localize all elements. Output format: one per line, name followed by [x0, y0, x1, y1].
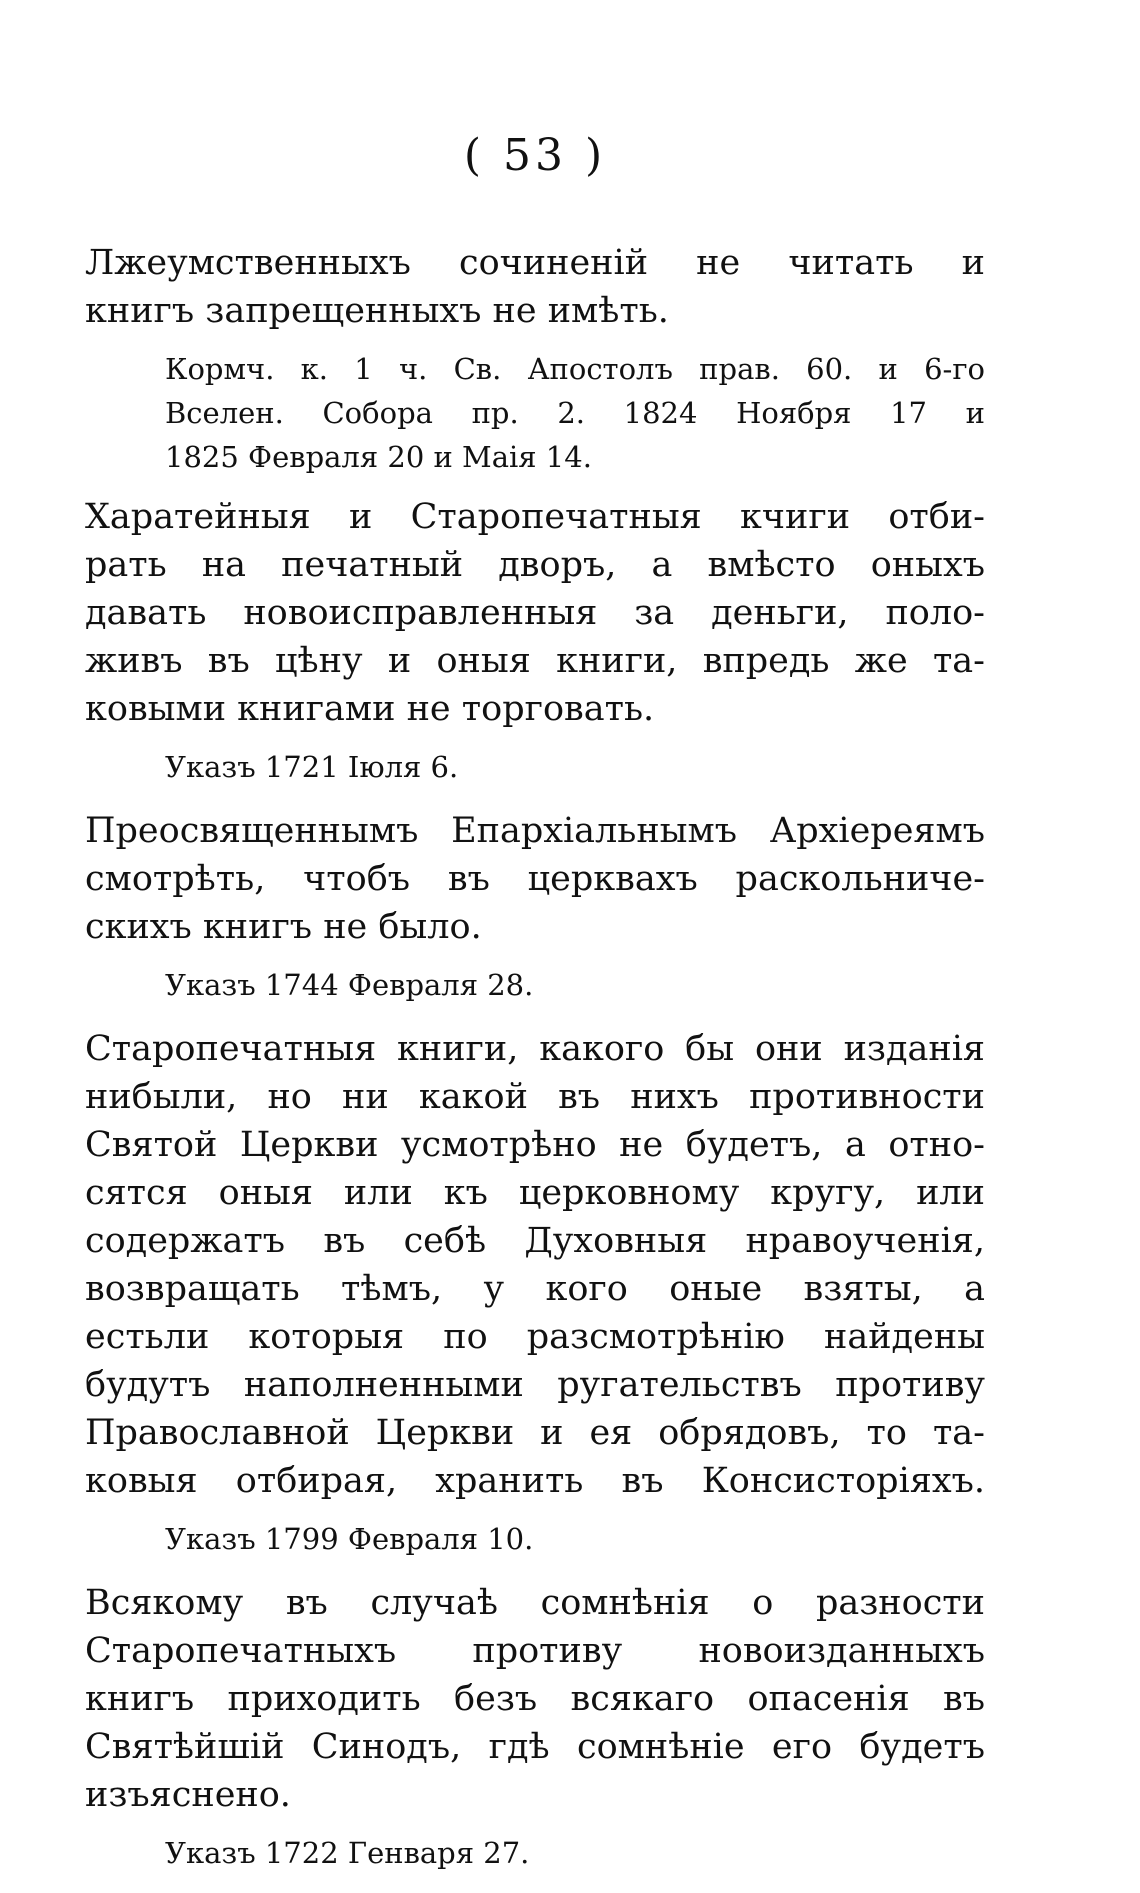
text-line: Лжеумственныхъ сочиненій не читать и	[85, 243, 985, 283]
paragraph	[85, 493, 985, 733]
reference-line: Указъ 1799 Февраля 10.	[165, 1522, 534, 1556]
text-line: скихъ книгъ не было.	[85, 907, 482, 947]
text-line: нибыли, но ни какой въ нихъ противности	[85, 1077, 985, 1117]
text-line: живъ въ цѣну и оныя книги, впредь же та-	[85, 641, 985, 681]
reference-line: Кормч. к. 1 ч. Св. Апостолъ прав. 60. и 6-го	[165, 352, 985, 386]
text-line: давать новоисправленныя за деньги, поло-	[85, 593, 985, 633]
text-line: Православной Церкви и ея обрядовъ, то та-	[85, 1413, 985, 1453]
text-line: ковыми книгами не торговать.	[85, 689, 655, 729]
text-line: Святѣйшій Синодъ, гдѣ сомнѣніе его будетъ	[85, 1727, 985, 1767]
paragraph	[85, 807, 985, 951]
reference-line: Указъ 1721 Іюля 6.	[165, 750, 459, 784]
text-line: изъяснено.	[85, 1775, 291, 1815]
text-line: Святой Церкви усмотрѣно не будетъ, а отно-	[85, 1125, 985, 1165]
reference-line: Указъ 1744 Февраля 28.	[165, 968, 534, 1002]
text-line: Преосвященнымъ Епархіальнымъ Архіереямъ	[85, 811, 985, 851]
reference-citation	[165, 1517, 985, 1561]
text-line: содержатъ въ себѣ Духовныя нравоученія,	[85, 1221, 985, 1261]
text-line: рать на печатный дворъ, а вмѣсто оныхъ	[85, 545, 985, 585]
reference-citation	[165, 347, 985, 479]
reference-line: 1825 Февраля 20 и Маія 14.	[165, 440, 592, 474]
text-line: Старопечатныя книги, какого бы они изданія	[85, 1029, 985, 1069]
text-line: будутъ наполненными ругательствъ противу	[85, 1365, 985, 1405]
book-page	[85, 130, 985, 1893]
text-line: возвращать тѣмъ, у кого оные взяты, а	[85, 1269, 985, 1309]
text-line: Всякому въ случаѣ сомнѣнія о разности	[85, 1583, 985, 1623]
text-line: книгъ приходить безъ всякаго опасенія въ	[85, 1679, 985, 1719]
reference-citation	[165, 745, 985, 789]
paragraph	[85, 239, 985, 335]
text-line: естьли которыя по разсмотрѣнію найдены	[85, 1317, 985, 1357]
text-line: Старопечатныхъ противу новоизданныхъ	[85, 1631, 985, 1671]
text-line: книгъ запрещенныхъ не имѣть.	[85, 291, 669, 331]
reference-citation	[165, 1831, 985, 1875]
paragraph	[85, 1025, 985, 1505]
text-line: смотрѣть, чтобъ въ церквахъ раскольниче-	[85, 859, 985, 899]
text-line: Харатейныя и Старопечатныя кчиги отби-	[85, 497, 985, 537]
text-line: сятся оныя или къ церковному кругу, или	[85, 1173, 985, 1213]
reference-line: Указъ 1722 Генваря 27.	[165, 1836, 530, 1870]
paragraph	[85, 1579, 985, 1819]
page-number: ( 53 )	[463, 130, 607, 181]
reference-line: Вселен. Собора пр. 2. 1824 Ноября 17 и	[165, 396, 985, 430]
reference-citation	[165, 963, 985, 1007]
text-line: ковыя отбирая, хранить въ Консисторіяхъ.	[85, 1461, 985, 1501]
